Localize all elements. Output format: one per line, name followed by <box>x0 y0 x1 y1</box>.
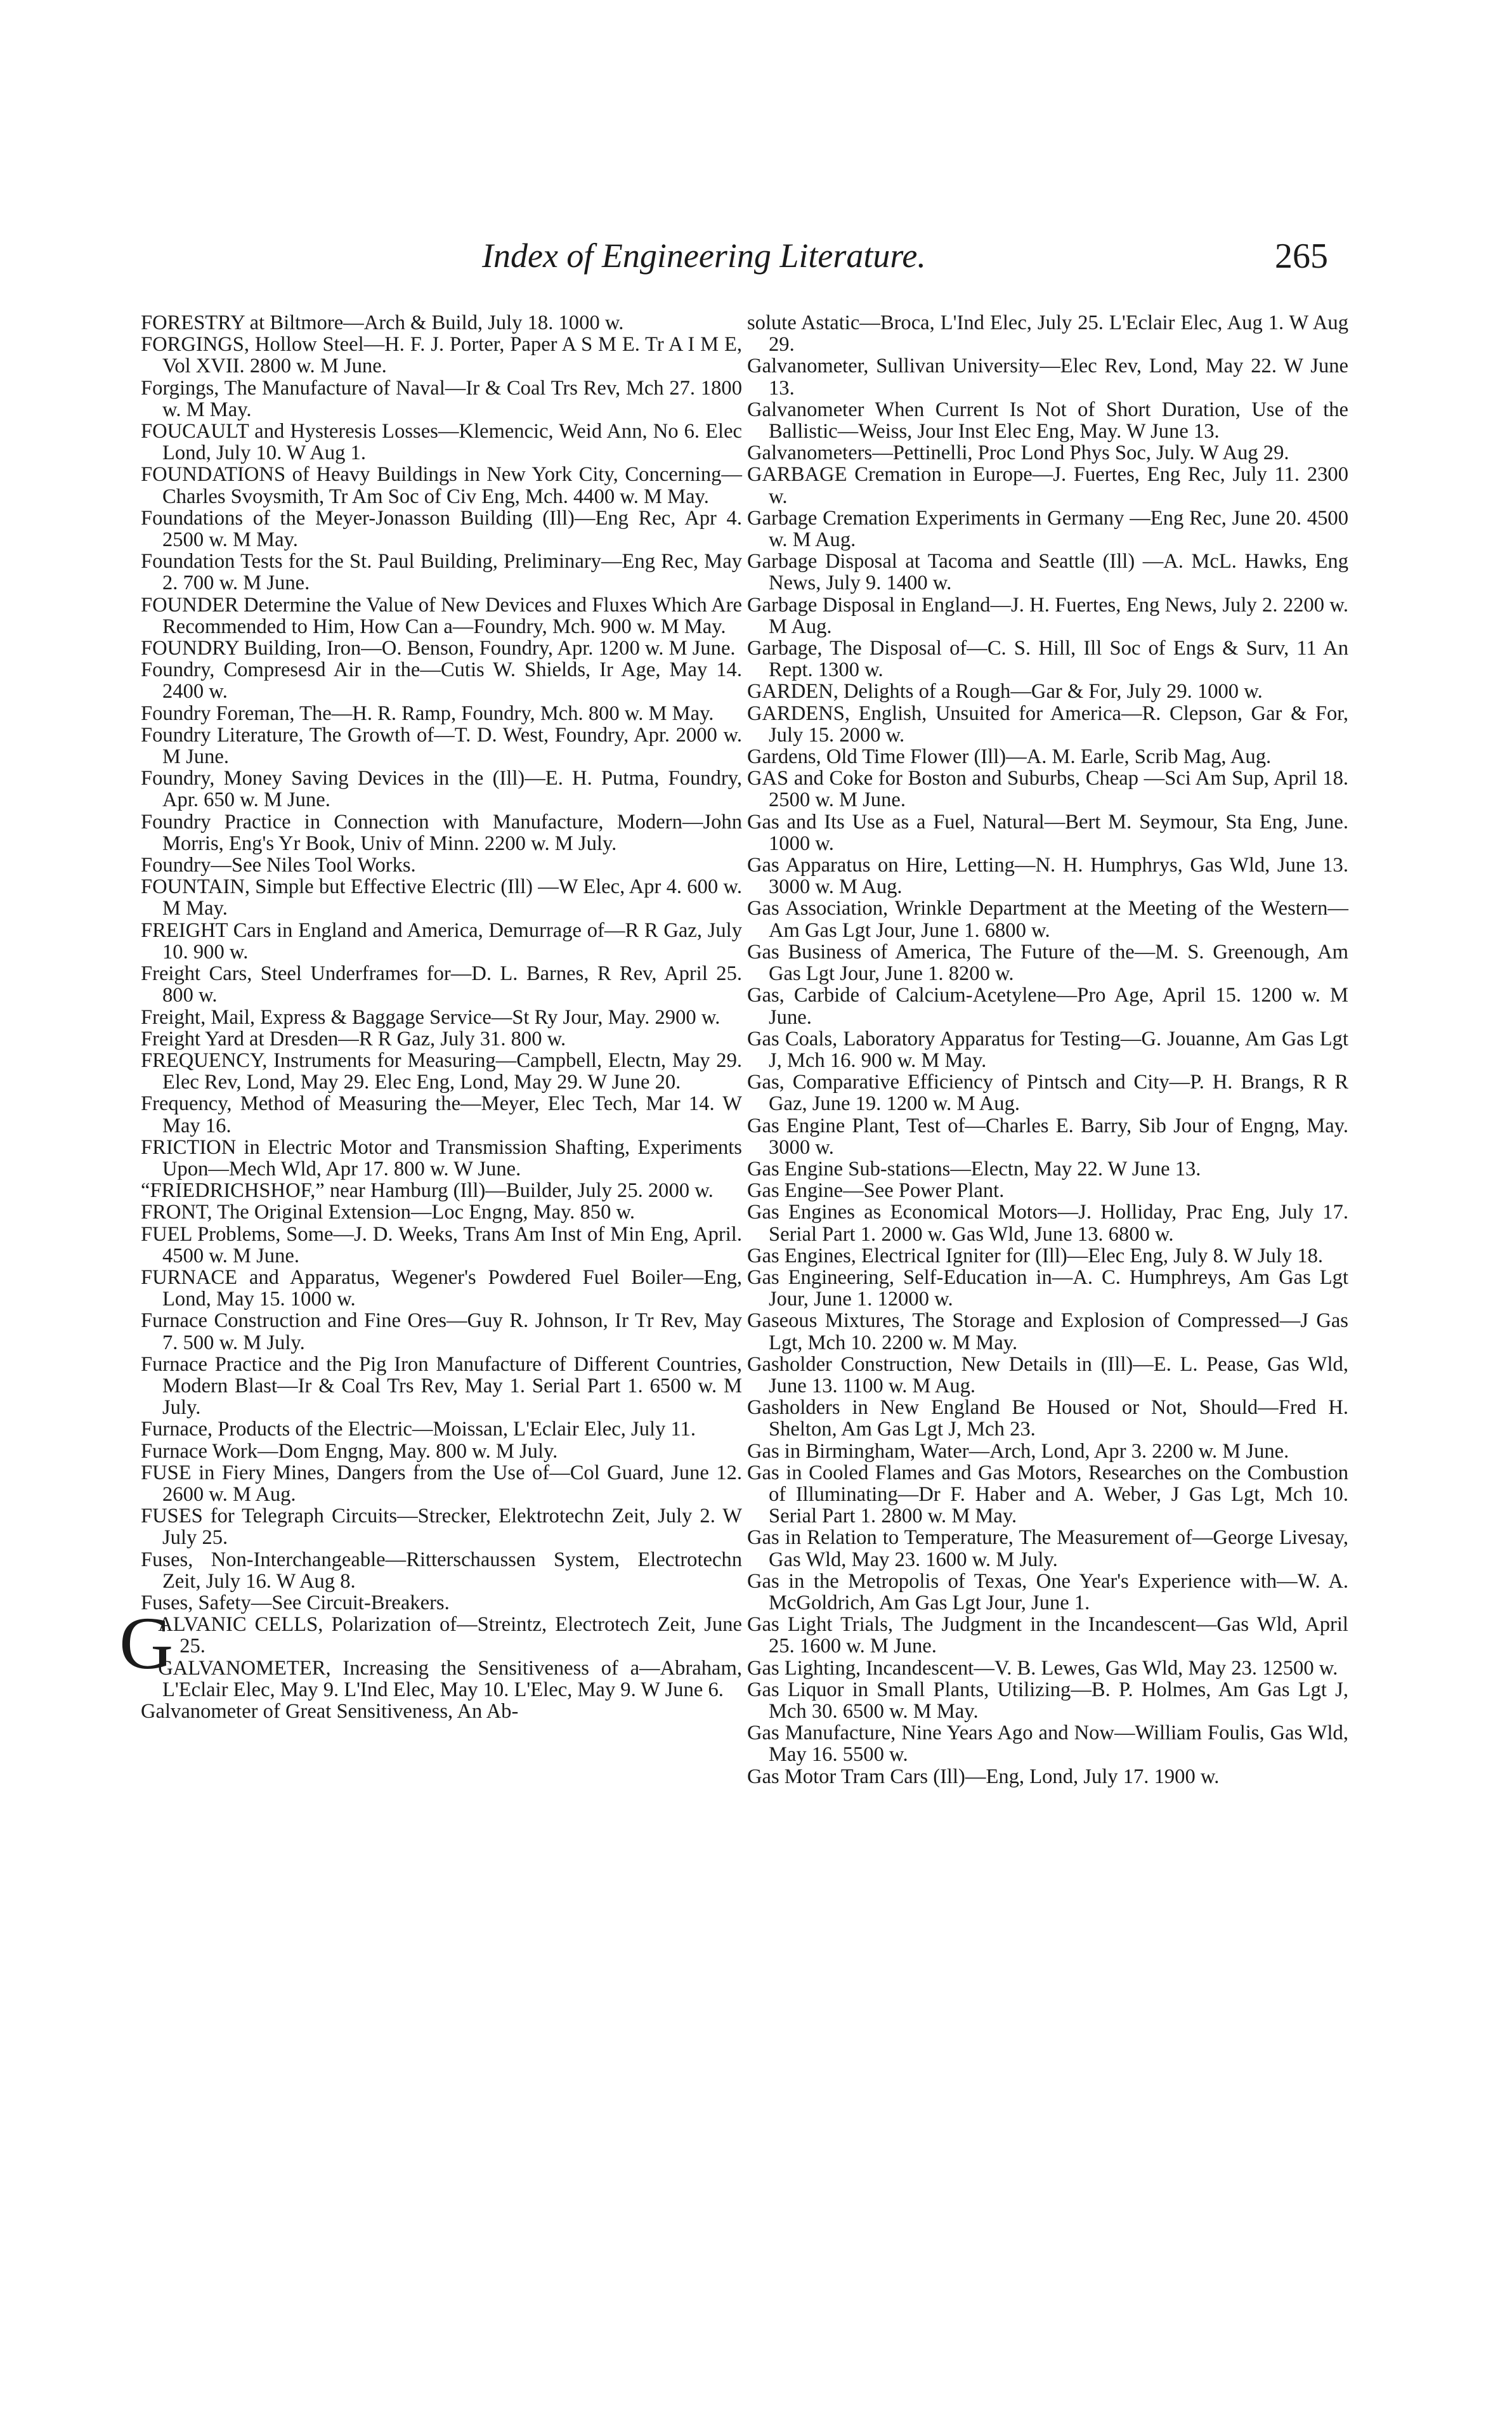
index-entry: FURNACE and Apparatus, Wegener's Powdered Fuel Boiler—Eng, Lond, May 15. 1000 w. <box>141 1265 742 1311</box>
index-entry: Gaseous Mixtures, The Storage and Explosion of Compressed—J Gas Lgt, Mch 10. 2200 w. M May. <box>747 1309 1348 1354</box>
index-entry: Gasholder Construction, New Details in (Ill)—E. L. Pease, Gas Wld, June 13. 1100 w. M Aug. <box>747 1352 1348 1397</box>
index-entry: “FRIEDRICHSHOF,” near Hamburg (Ill)—Builder, July 25. 2000 w. <box>141 1179 714 1203</box>
index-entry: FRICTION in Electric Motor and Transmission Shafting, Experiments Upon—Mech Wld, Apr 17. 800 w. W June. <box>141 1135 742 1180</box>
index-entry: Foundry, Money Saving Devices in the (Ill)—E. H. Putma, Foundry, Apr. 650 w. M June. <box>141 767 742 812</box>
index-entry: Freight Yard at Dresden—R R Gaz, July 31. 800 w. <box>141 1027 566 1050</box>
index-entry: FORGINGS, Hollow Steel—H. F. J. Porter, Paper A S M E. Tr A I M E, Vol XVII. 2800 w. M June. <box>141 333 742 378</box>
index-entry: Furnace, Products of the Electric—Moissan, L'Eclair Elec, July 11. <box>141 1418 696 1441</box>
index-entry: Galvanometer When Current Is Not of Short Duration, Use of the Ballistic—Weiss, Jour Inst Elec Eng, May. W June 13. <box>747 398 1348 443</box>
index-entry: Gas Engines, Electrical Igniter for (Ill)—Elec Eng, July 8. W July 18. <box>747 1244 1324 1267</box>
index-entry: Gas Engine Plant, Test of—Charles E. Barry, Sib Jour of Engng, May. 3000 w. <box>747 1114 1348 1159</box>
index-entry: Gas Apparatus on Hire, Letting—N. H. Humphrys, Gas Wld, June 13. 3000 w. M Aug. <box>747 854 1348 899</box>
index-entry: Gas Lighting, Incandescent—V. B. Lewes, Gas Wld, May 23. 12500 w. <box>747 1656 1338 1680</box>
index-entry: Fuses, Non-Interchangeable—Ritterschaussen System, Electrotechn Zeit, July 16. W Aug 8. <box>141 1548 742 1593</box>
index-entry: FUSE in Fiery Mines, Dangers from the Use of—Col Guard, June 12. 2600 w. M Aug. <box>141 1461 742 1506</box>
index-entry: Furnace Practice and the Pig Iron Manufacture of Different Countries, Modern Blast—Ir & Coal Trs Rev, May 1. Serial Part 1. 6500 w. M July. <box>141 1352 742 1420</box>
index-entry: Garbage Disposal at Tacoma and Seattle (Ill) —A. McL. Hawks, Eng News, July 9. 1400 w. <box>747 550 1348 595</box>
index-entry: FOUNTAIN, Simple but Effective Electric (Ill) —W Elec, Apr 4. 600 w. M May. <box>141 875 742 920</box>
index-entry: Foundry, Compresesd Air in the—Cutis W. Shields, Ir Age, May 14. 2400 w. <box>141 658 742 703</box>
index-entry: Gas Motor Tram Cars (Ill)—Eng, Lond, July 17. 1900 w. <box>747 1765 1220 1788</box>
index-entry: Gas Engine Sub-stations—Electn, May 22. W June 13. <box>747 1157 1201 1180</box>
index-entry: Gas Business of America, The Future of the—M. S. Greenough, Am Gas Lgt Jour, June 1. 8200 w. <box>747 940 1348 986</box>
index-entry: Gas Engine—See Power Plant. <box>747 1179 1005 1203</box>
left-column <box>119 311 742 1723</box>
index-entry: GARBAGE Cremation in Europe—J. Fuertes, Eng Rec, July 11. 2300 w. <box>747 463 1348 508</box>
index-entry: Gas Coals, Laboratory Apparatus for Testing—G. Jouanne, Am Gas Lgt J, Mch 16. 900 w. M May. <box>747 1027 1348 1072</box>
index-entry: Fuses, Safety—See Circuit-Breakers. <box>141 1591 450 1614</box>
index-entry: GAS and Coke for Boston and Suburbs, Cheap —Sci Am Sup, April 18. 2500 w. M June. <box>747 767 1348 812</box>
index-entry: FREIGHT Cars in England and America, Demurrage of—R R Gaz, July 10. 900 w. <box>141 918 742 964</box>
index-entry: Gas Association, Wrinkle Department at the Meeting of the Western—Am Gas Lgt Jour, June 1. 6800 w. <box>747 897 1348 942</box>
index-entry: Foundry Literature, The Growth of—T. D. West, Foundry, Apr. 2000 w. M June. <box>141 723 742 769</box>
index-entry: Foundry Foreman, The—H. R. Ramp, Foundry, Mch. 800 w. M May. <box>141 702 714 725</box>
index-entry: Gardens, Old Time Flower (Ill)—A. M. Earle, Scrib Mag, Aug. <box>747 745 1272 769</box>
index-entry: Foundry Practice in Connection with Manufacture, Modern—John Morris, Eng's Yr Book, Univ of Minn. 2200 w. M July. <box>141 810 742 855</box>
index-entry: Galvanometer of Great Sensitiveness, An Ab- <box>141 1700 519 1723</box>
index-entry: Furnace Work—Dom Engng, May. 800 w. M July. <box>141 1439 558 1463</box>
index-entry: Gas Manufacture, Nine Years Ago and Now—William Foulis, Gas Wld, May 16. 5500 w. <box>747 1722 1348 1767</box>
index-entry: Frequency, Method of Measuring the—Meyer, Elec Tech, Mar 14. W May 16. <box>141 1092 742 1137</box>
entry-text: ALVANIC CELLS, Polarization of—Streintz, Electrotech Zeit, June 25. <box>158 1613 742 1658</box>
index-entry: Foundations of the Meyer-Jonasson Building (Ill)—Eng Rec, Apr 4. 2500 w. M May. <box>141 506 742 552</box>
index-entry: Furnace Construction and Fine Ores—Guy R. Johnson, Ir Tr Rev, May 7. 500 w. M July. <box>141 1309 742 1354</box>
index-entry: Forgings, The Manufacture of Naval—Ir & Coal Trs Rev, Mch 27. 1800 w. M May. <box>141 376 742 421</box>
index-entry: FRONT, The Original Extension—Loc Engng, May. 850 w. <box>141 1201 635 1224</box>
index-entry: FUEL Problems, Some—J. D. Weeks, Trans Am Inst of Min Eng, April. 4500 w. M June. <box>141 1222 742 1267</box>
index-entry: Galvanometer, Sullivan University—Elec Rev, Lond, May 22. W June 13. <box>747 355 1348 400</box>
index-entry: Gas in Cooled Flames and Gas Motors, Researches on the Combustion of Illuminating—Dr F. Haber and A. Weber, J Gas Lgt, Mch 10. Serial Part 1. 2800 w. M May. <box>747 1461 1348 1528</box>
index-entry: Gas in the Metropolis of Texas, One Year's Experience with—W. A. McGoldrich, Am Gas Lgt Jour, June 1. <box>747 1569 1348 1614</box>
index-entry: Garbage, The Disposal of—C. S. Hill, Ill Soc of Engs & Surv, 11 An Rept. 1300 w. <box>747 637 1348 682</box>
right-column <box>747 312 1348 1787</box>
index-entry: solute Astatic—Broca, L'Ind Elec, July 25. L'Eclair Elec, Aug 1. W Aug 29. <box>747 311 1348 356</box>
index-entry: Gas Engines as Economical Motors—J. Holliday, Prac Eng, July 17. Serial Part 1. 2000 w. Gas Wld, June 13. 6800 w. <box>747 1201 1348 1246</box>
index-entry: FOUNDATIONS of Heavy Buildings in New York City, Concerning—Charles Svoysmith, Tr Am Soc of Civ Eng, Mch. 4400 w. M May. <box>141 463 742 508</box>
index-entry: Gas, Comparative Efficiency of Pintsch and City—P. H. Brangs, R R Gaz, June 19. 1200 w. M Aug. <box>747 1071 1348 1116</box>
index-entry: Garbage Cremation Experiments in Germany —Eng Rec, June 20. 4500 w. M Aug. <box>747 506 1348 552</box>
page-number: 265 <box>1275 237 1328 276</box>
running-head: Index of Engineering Literature. <box>482 237 926 275</box>
index-entry: GALVANOMETER, Increasing the Sensitiveness of a—Abraham, L'Eclair Elec, May 9. L'Ind Elec, May 10. L'Elec, May 9. W June 6. <box>158 1656 742 1701</box>
index-entry: FORESTRY at Biltmore—Arch & Build, July 18. 1000 w. <box>141 311 624 334</box>
index-entry: FOUNDRY Building, Iron—O. Benson, Foundry, Apr. 1200 w. M June. <box>141 637 736 660</box>
index-entry: Gasholders in New England Be Housed or Not, Should—Fred H. Shelton, Am Gas Lgt J, Mch 23. <box>747 1396 1348 1441</box>
index-entry: Foundry—See Niles Tool Works. <box>141 854 416 877</box>
index-entry: Gas in Birmingham, Water—Arch, Lond, Apr 3. 2200 w. M June. <box>747 1439 1289 1463</box>
index-entry: Gas in Relation to Temperature, The Measurement of—George Livesay, Gas Wld, May 23. 1600 w. M July. <box>747 1526 1348 1571</box>
index-entry: FREQUENCY, Instruments for Measuring—Campbell, Electn, May 29. Elec Rev, Lond, May 29. Elec Eng, Lond, May 29. W June 20. <box>141 1049 742 1094</box>
index-entry: FOUNDER Determine the Value of New Devices and Fluxes Which Are Recommended to Him, How Can a—Foundry, Mch. 900 w. M May. <box>141 593 742 638</box>
index-entry: GARDEN, Delights of a Rough—Gar & For, July 29. 1000 w. <box>747 680 1263 703</box>
index-entry: Gas Engineering, Self-Education in—A. C. Humphreys, Am Gas Lgt Jour, June 1. 12000 w. <box>747 1265 1348 1311</box>
index-entry: GARDENS, English, Unsuited for America—R. Clepson, Gar & For, July 15. 2000 w. <box>747 702 1348 747</box>
index-entry: Gas, Carbide of Calcium-Acetylene—Pro Age, April 15. 1200 w. M June. <box>747 984 1348 1029</box>
index-entry: FUSES for Telegraph Circuits—Strecker, Elektrotechn Zeit, July 2. W July 25. <box>141 1505 742 1550</box>
index-entry: Gas and Its Use as a Fuel, Natural—Bert M. Seymour, Sta Eng, June. 1000 w. <box>747 810 1348 855</box>
index-entry: FOUCAULT and Hysteresis Losses—Klemencic, Weid Ann, No 6. Elec Lond, July 10. W Aug 1. <box>141 420 742 465</box>
index-entry: Foundation Tests for the St. Paul Building, Preliminary—Eng Rec, May 2. 700 w. M June. <box>141 550 742 595</box>
index-entry: Galvanometers—Pettinelli, Proc Lond Phys Soc, July. W Aug 29. <box>747 441 1289 465</box>
index-entry: Freight Cars, Steel Underframes for—D. L. Barnes, R Rev, April 25. 800 w. <box>141 962 742 1007</box>
drop-initial: G <box>119 1602 174 1685</box>
index-entry: Gas Light Trials, The Judgment in the Incandescent—Gas Wld, April 25. 1600 w. M June. <box>747 1613 1348 1658</box>
index-entry: Garbage Disposal in England—J. H. Fuertes, Eng News, July 2. 2200 w. M Aug. <box>747 593 1348 638</box>
index-entry: Freight, Mail, Express & Baggage Service—St Ry Jour, May. 2900 w. <box>141 1005 720 1029</box>
index-entry: Gas Liquor in Small Plants, Utilizing—B. P. Holmes, Am Gas Lgt J, Mch 30. 6500 w. M May. <box>747 1678 1348 1723</box>
